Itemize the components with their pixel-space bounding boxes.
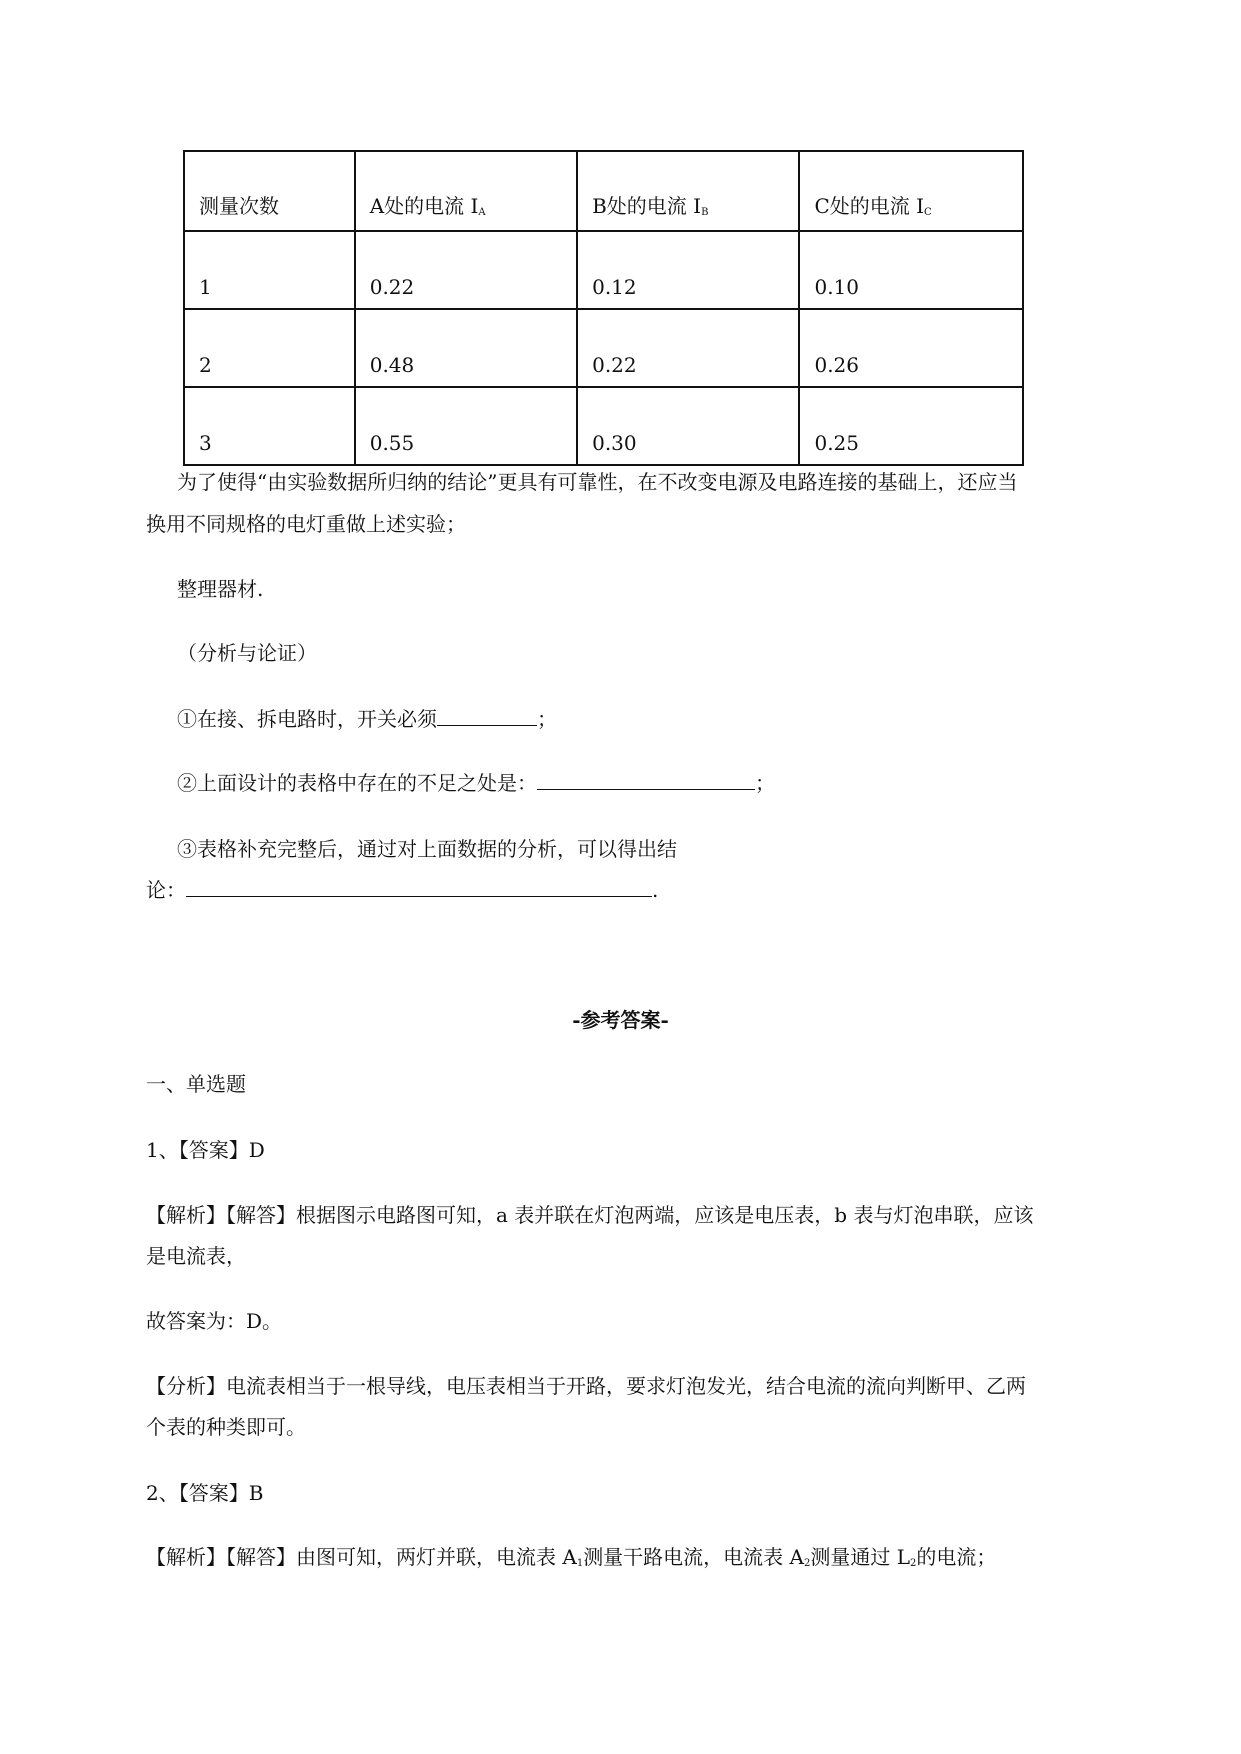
question-1-text: ①在接、拆电路时，开关必须 xyxy=(177,707,437,731)
paragraph-reliability-line1: 为了使得“由实验数据所归纳的结论”更具有可靠性，在不改变电源及电路连接的基础上，还应当 xyxy=(177,470,1018,494)
header-subscript: C xyxy=(924,207,932,218)
header-label: 测量次数 xyxy=(199,194,279,218)
question-3-line1: ③表格补充完整后，通过对上面数据的分析，可以得出结 xyxy=(177,837,677,861)
table-cell: 0.10 xyxy=(799,231,1023,309)
answer-2-explanation-part: 【解析】【解答】由图可知，两灯并联，电流表 A xyxy=(146,1545,577,1569)
table-cell: 0.25 xyxy=(799,387,1023,465)
table-row xyxy=(184,231,1023,309)
table-cell: 1 xyxy=(184,231,355,309)
measurement-table xyxy=(183,150,1024,466)
paragraph-reliability-line2: 换用不同规格的电灯重做上述实验； xyxy=(146,512,466,536)
question-2 xyxy=(177,767,775,796)
table-cell: 0.12 xyxy=(577,231,799,309)
answer-1: 1、【答案】D xyxy=(146,1138,265,1162)
answer-1-explanation-line2: 是电流表， xyxy=(146,1244,246,1268)
subscript: 2 xyxy=(910,1558,917,1569)
question-3-text: 论： xyxy=(146,878,186,902)
answer-1-analysis-line2: 个表的种类即可。 xyxy=(146,1415,306,1439)
table-cell: 0.30 xyxy=(577,387,799,465)
answer-2-explanation xyxy=(146,1541,996,1570)
question-3-line2 xyxy=(146,874,658,903)
answer-blank-2[interactable] xyxy=(537,769,755,790)
header-label: B处的电流 I xyxy=(592,194,702,218)
subscript: 1 xyxy=(576,1558,584,1569)
answer-2: 2、【答案】B xyxy=(146,1481,264,1505)
answer-blank-3[interactable] xyxy=(186,876,652,897)
answer-1-analysis-line1: 【分析】电流表相当于一根导线，电压表相当于开路，要求灯泡发光，结合电流的流向判断甲、乙两 xyxy=(146,1374,1026,1398)
answer-1-explanation-line1: 【解析】【解答】根据图示电路图可知，a 表并联在灯泡两端，应该是电压表，b 表与灯泡串联，应该 xyxy=(146,1203,1034,1227)
answer-2-explanation-part: 测量通过 L xyxy=(810,1545,911,1569)
header-label: A处的电流 I xyxy=(369,194,479,218)
header-cell xyxy=(577,151,799,231)
paragraph-tidy-up: 整理器材. xyxy=(177,577,264,601)
question-1-suffix: ； xyxy=(537,707,557,731)
header-cell xyxy=(184,151,355,231)
header-cell xyxy=(799,151,1023,231)
table-row xyxy=(184,387,1023,465)
question-3-suffix: . xyxy=(652,878,659,902)
answer-2-explanation-part: 测量干路电流，电流表 A xyxy=(583,1545,804,1569)
answer-2-explanation-part: 的电流； xyxy=(916,1545,997,1569)
table-cell: 0.22 xyxy=(577,309,799,387)
header-subscript: B xyxy=(701,207,709,218)
answer-blank-1[interactable] xyxy=(437,705,537,726)
answer-1-conclusion: 故答案为：D。 xyxy=(146,1309,283,1333)
section-single-choice: 一、单选题 xyxy=(146,1072,246,1096)
header-subscript: A xyxy=(478,207,486,218)
subscript: 2 xyxy=(804,1558,811,1569)
table-row xyxy=(184,309,1023,387)
table-cell: 3 xyxy=(184,387,355,465)
header-cell xyxy=(355,151,577,231)
table-cell: 0.48 xyxy=(355,309,577,387)
answer-key-title: -参考答案- xyxy=(572,1008,669,1032)
question-1 xyxy=(177,703,557,732)
section-analysis-heading: （分析与论证） xyxy=(177,641,317,665)
table-cell: 0.22 xyxy=(355,231,577,309)
table-cell: 2 xyxy=(184,309,355,387)
header-label: C处的电流 I xyxy=(814,194,925,218)
table-cell: 0.26 xyxy=(799,309,1023,387)
question-2-suffix: ； xyxy=(755,771,775,795)
question-2-text: ②上面设计的表格中存在的不足之处是： xyxy=(177,771,537,795)
table-header-row xyxy=(184,151,1023,231)
table-cell: 0.55 xyxy=(355,387,577,465)
